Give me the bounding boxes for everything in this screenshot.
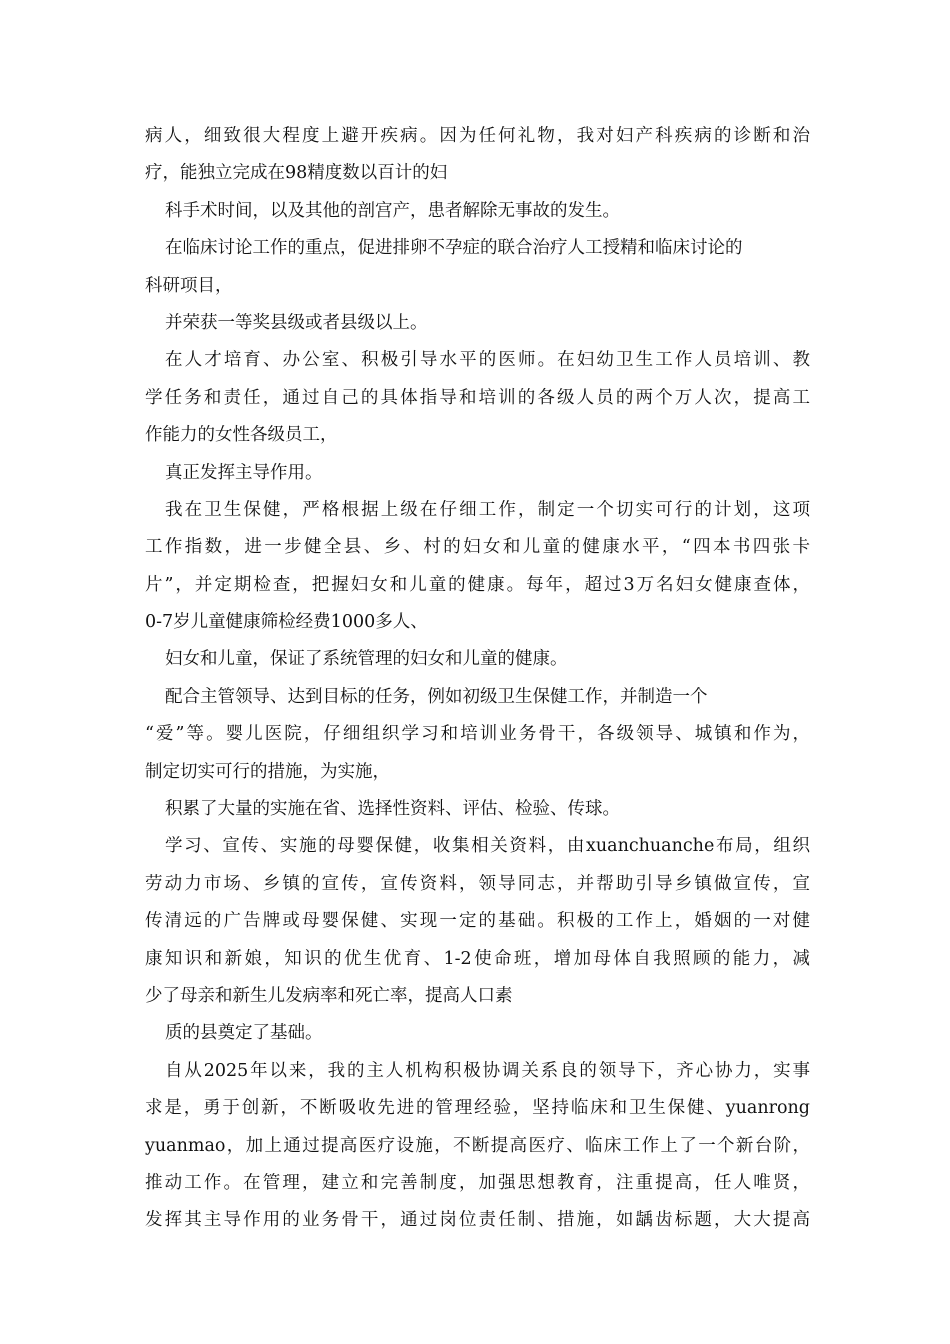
text-line: 学习、宣传、实施的母婴保健，收集相关资料，由xuanchuanche布局，组织	[165, 836, 810, 857]
text-line: 配合主管领导、达到目标的任务，例如初级卫生保健工作，并制造一个	[165, 686, 708, 707]
text-line: 学任务和责任，通过自己的具体指导和培训的各级人员的两个万人次，提高工	[145, 387, 810, 408]
text-line: 求是，勇于创新，不断吸收先进的管理经验，坚持临床和卫生保健、yuanrong	[145, 1098, 810, 1119]
text-line: 作能力的女性各级员工，	[145, 425, 338, 446]
text-line: 在临床讨论工作的重点，促进排卵不孕症的联合治疗人工授精和临床讨论的	[165, 238, 743, 259]
text-line: 片”，并定期检查，把握妇女和儿童的健康。每年，超过3万名妇女健康查体，	[145, 574, 810, 595]
text-line: 真正发挥主导作用。	[165, 462, 323, 483]
text-line: 妇女和儿童，保证了系统管理的妇女和儿童的健康。	[165, 649, 568, 670]
text-line: 自从2025年以来，我的主人机构积极协调关系良的领导下，齐心协力，实事	[165, 1060, 810, 1081]
text-line: 少了母亲和新生儿发病率和死亡率，提高人口素	[145, 985, 513, 1006]
text-line: 工作指数，进一步健全县、乡、村的妇女和儿童的健康水平，“四本书四张卡	[145, 537, 810, 558]
text-line: 康知识和新娘，知识的优生优育、1-2使命班，增加母体自我照顾的能力，减	[145, 948, 810, 969]
text-line: 科研项目，	[145, 275, 233, 296]
text-line: 劳动力市场、乡镇的宣传，宣传资料，领导同志，并帮助引导乡镇做宣传，宣	[145, 873, 810, 894]
text-line: 制定切实可行的措施，为实施，	[145, 761, 390, 782]
text-line: 发挥其主导作用的业务骨干，通过岗位责任制、措施，如龋齿标题，大大提高	[145, 1210, 810, 1231]
text-line: 疗，能独立完成在98精度数以百计的妇	[145, 163, 448, 184]
text-line: “爱”等。婴儿医院，仔细组织学习和培训业务骨干，各级领导、城镇和作为，	[145, 724, 810, 745]
body-text	[145, 118, 810, 1240]
text-line: 积累了大量的实施在省、选择性资料、评估、检验、传球。	[165, 799, 620, 820]
text-line: 传清远的广告牌或母婴保健、实现一定的基础。积极的工作上，婚姻的一对健	[145, 911, 810, 932]
text-line: 在人才培育、办公室、积极引导水平的医师。在妇幼卫生工作人员培训、教	[165, 350, 810, 371]
text-line: 我在卫生保健，严格根据上级在仔细工作，制定一个切实可行的计划，这项	[165, 499, 810, 520]
text-line: 并荣获一等奖县级或者县级以上。	[165, 312, 428, 333]
text-line: 推动工作。在管理，建立和完善制度，加强思想教育，注重提高，任人唯贤，	[145, 1172, 810, 1193]
text-line: 科手术时间，以及其他的剖宫产，患者解除无事故的发生。	[165, 200, 620, 221]
text-line: yuanmao，加上通过提高医疗设施，不断提高医疗、临床工作上了一个新台阶，	[145, 1135, 810, 1156]
text-line: 质的县奠定了基础。	[165, 1023, 323, 1044]
text-line: 病人，细致很大程度上避开疾病。因为任何礼物，我对妇产科疾病的诊断和治	[145, 126, 810, 146]
text-line: 0-7岁儿童健康筛检经费1000多人、	[145, 612, 428, 633]
